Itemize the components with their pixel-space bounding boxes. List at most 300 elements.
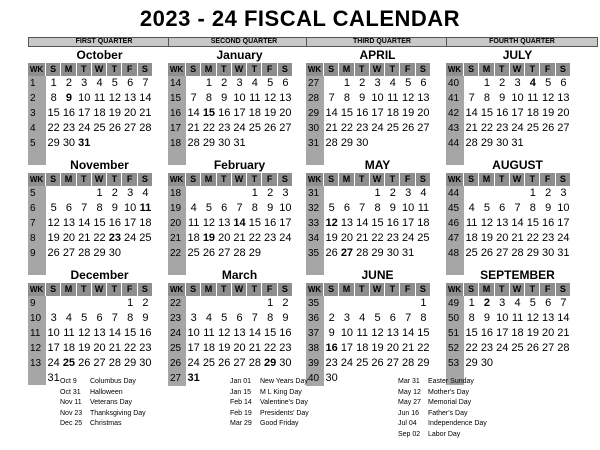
day-cell: 18 xyxy=(93,107,106,119)
day-cell xyxy=(278,246,293,262)
weekday-label: S xyxy=(278,173,293,186)
day-cell: 2 xyxy=(483,297,490,309)
day-cell xyxy=(324,76,339,92)
month-block xyxy=(28,49,153,166)
day-cell: 28 xyxy=(511,247,524,259)
month-name: AUGUST xyxy=(492,158,543,172)
weekday-label: T xyxy=(385,283,400,296)
week-number: 46 xyxy=(446,216,464,232)
weekday-label: F xyxy=(262,173,277,186)
weekday-label: F xyxy=(122,173,137,186)
weekday-label: T xyxy=(77,173,92,186)
week-number: 26 xyxy=(168,356,186,372)
weekday-header xyxy=(446,63,571,76)
day-cell: 18 xyxy=(465,232,478,244)
month-name: SEPTEMBER xyxy=(480,268,555,282)
weekday-header xyxy=(306,63,431,76)
month-name: October xyxy=(76,48,123,62)
day-cell: 9 xyxy=(142,312,149,324)
weekday-label: T xyxy=(495,63,510,76)
day-cell: 22 xyxy=(248,232,261,244)
week-row xyxy=(168,186,293,201)
day-cell xyxy=(464,186,479,202)
week-number: 32 xyxy=(306,201,324,217)
day-cell: 28 xyxy=(233,247,246,259)
day-cell xyxy=(510,356,525,372)
day-cell: 19 xyxy=(78,342,91,354)
day-cell: 8 xyxy=(468,312,475,324)
day-cell: 5 xyxy=(111,77,118,89)
day-cell: 17 xyxy=(496,327,509,339)
weekday-label: T xyxy=(525,173,540,186)
day-cell: 24 xyxy=(233,122,246,134)
weekday-label: M xyxy=(479,283,494,296)
day-cell: 22 xyxy=(202,122,216,134)
day-cell: 16 xyxy=(386,217,399,229)
day-cell: 22 xyxy=(526,232,539,244)
weekday-label: S xyxy=(186,283,201,296)
day-cell: 29 xyxy=(124,357,137,369)
weekday-label: F xyxy=(122,63,137,76)
day-cell: 13 xyxy=(496,217,509,229)
day-cell xyxy=(525,371,540,386)
day-cell xyxy=(232,186,247,202)
day-cell: 16 xyxy=(356,107,369,119)
day-cell: 2 xyxy=(499,77,506,89)
quarter-header: THIRD QUARTER xyxy=(306,37,458,47)
day-cell: 9 xyxy=(65,92,72,104)
weekday-header xyxy=(28,173,153,186)
week-row xyxy=(306,91,431,106)
day-cell: 2 xyxy=(65,77,72,89)
week-number: 48 xyxy=(446,246,464,262)
month-name: February xyxy=(213,158,266,172)
day-cell: 14 xyxy=(248,327,261,339)
week-row xyxy=(28,311,153,326)
weekday-label: M xyxy=(339,173,354,186)
week-header: WK xyxy=(446,63,464,76)
day-cell xyxy=(464,76,479,92)
day-cell: 8 xyxy=(420,312,427,324)
weekday-header xyxy=(28,63,153,76)
week-number: 8 xyxy=(28,231,46,247)
day-cell: 19 xyxy=(47,232,60,244)
holiday-item xyxy=(398,388,487,399)
day-cell: 18 xyxy=(526,107,539,119)
month-block xyxy=(168,269,293,386)
day-cell: 6 xyxy=(389,312,396,324)
weekday-header xyxy=(306,283,431,296)
day-cell: 2 xyxy=(142,297,149,309)
day-cell: 1 xyxy=(127,297,134,309)
day-cell: 10 xyxy=(557,202,570,214)
week-number: 4 xyxy=(28,121,46,137)
week-header: WK xyxy=(446,173,464,186)
day-cell: 14 xyxy=(557,312,570,324)
weekday-label: T xyxy=(107,63,122,76)
day-cell xyxy=(400,136,415,152)
day-cell: 4 xyxy=(190,202,197,214)
week-row xyxy=(306,106,431,121)
day-cell: 12 xyxy=(526,312,539,324)
day-cell: 1 xyxy=(343,77,350,89)
day-cell: 17 xyxy=(47,342,60,354)
weekday-header xyxy=(446,173,571,186)
day-cell: 24 xyxy=(78,122,91,134)
week-header: WK xyxy=(28,283,46,296)
day-cell xyxy=(525,136,540,152)
week-row xyxy=(446,106,571,121)
day-cell: 21 xyxy=(108,342,121,354)
day-cell xyxy=(92,296,107,312)
day-cell: 19 xyxy=(218,342,231,354)
day-cell: 5 xyxy=(221,312,228,324)
day-cell: 25 xyxy=(93,122,106,134)
day-cell: 28 xyxy=(557,342,570,354)
day-cell xyxy=(540,371,555,386)
day-cell xyxy=(232,296,247,312)
holiday-item xyxy=(398,377,487,388)
holiday-item xyxy=(60,419,146,430)
month-name: November xyxy=(70,158,129,172)
day-cell xyxy=(138,136,153,152)
holiday-item xyxy=(60,398,146,409)
day-cell: 13 xyxy=(557,92,570,104)
day-cell xyxy=(262,136,277,152)
weekday-label: F xyxy=(540,283,555,296)
day-cell: 26 xyxy=(78,357,91,369)
weekday-label: T xyxy=(495,283,510,296)
day-cell: 3 xyxy=(50,312,57,324)
week-number xyxy=(28,371,46,386)
holiday-item xyxy=(230,419,309,430)
day-cell: 18 xyxy=(511,327,524,339)
day-cell: 18 xyxy=(187,232,200,244)
day-cell: 20 xyxy=(124,107,137,119)
day-cell: 11 xyxy=(249,92,261,104)
day-cell: 3 xyxy=(81,77,88,89)
weekday-label: M xyxy=(61,283,76,296)
holiday-item xyxy=(230,377,309,388)
day-cell xyxy=(186,186,201,202)
weekday-label: T xyxy=(247,63,262,76)
week-row xyxy=(306,216,431,231)
day-cell xyxy=(77,186,92,202)
day-cell xyxy=(217,296,232,312)
day-cell: 26 xyxy=(218,357,231,369)
day-cell: 5 xyxy=(267,77,274,89)
day-cell: 7 xyxy=(560,297,567,309)
day-cell: 18 xyxy=(356,342,369,354)
day-cell: 16 xyxy=(264,217,277,229)
day-cell: 17 xyxy=(371,107,384,119)
day-cell: 30 xyxy=(386,247,399,259)
week-number: 18 xyxy=(168,186,186,202)
week-row xyxy=(28,216,153,231)
day-cell: 25 xyxy=(187,247,200,259)
day-cell: 14 xyxy=(356,217,369,229)
day-cell: 17 xyxy=(340,342,354,354)
week-number: 18 xyxy=(168,136,186,152)
day-cell: 4 xyxy=(359,312,366,324)
day-cell: 25 xyxy=(62,357,76,369)
day-cell: 4 xyxy=(96,77,103,89)
day-cell: 1 xyxy=(468,297,475,309)
day-cell: 30 xyxy=(279,357,292,369)
week-row xyxy=(28,356,153,371)
day-cell xyxy=(416,246,431,262)
week-number: 47 xyxy=(446,231,464,247)
day-cell: 12 xyxy=(47,217,60,229)
weekday-label: M xyxy=(61,63,76,76)
holiday-name: Independence Day xyxy=(428,420,487,427)
holiday-item xyxy=(60,388,146,399)
holiday-date: Oct 31 xyxy=(60,388,81,396)
day-cell: 11 xyxy=(465,217,478,229)
day-cell: 2 xyxy=(221,77,228,89)
day-cell xyxy=(247,136,262,152)
weekday-label: T xyxy=(247,283,262,296)
week-row xyxy=(306,201,431,216)
week-row xyxy=(28,186,153,201)
week-row xyxy=(28,106,153,121)
weekday-label: W xyxy=(232,63,247,76)
week-number: 35 xyxy=(306,246,324,262)
holiday-date: Feb 19 xyxy=(230,409,252,417)
day-cell: 15 xyxy=(47,107,60,119)
day-cell: 23 xyxy=(279,342,292,354)
week-number: 25 xyxy=(168,341,186,357)
weekday-label: T xyxy=(107,173,122,186)
day-cell: 27 xyxy=(218,247,231,259)
week-row xyxy=(446,201,571,216)
day-cell: 29 xyxy=(417,357,430,369)
day-cell: 29 xyxy=(264,357,277,369)
week-number: 3 xyxy=(28,106,46,122)
day-cell xyxy=(46,186,61,202)
weekday-label: M xyxy=(201,63,216,76)
holiday-name: New Years Day xyxy=(260,378,308,385)
day-cell: 11 xyxy=(187,217,200,229)
day-cell: 29 xyxy=(93,247,106,259)
weekday-label: W xyxy=(232,173,247,186)
week-number: 34 xyxy=(306,231,324,247)
day-cell: 11 xyxy=(387,92,399,104)
holiday-item xyxy=(60,409,146,420)
day-cell: 24 xyxy=(279,232,292,244)
week-row xyxy=(306,121,431,136)
day-cell xyxy=(92,136,107,152)
week-row xyxy=(306,231,431,246)
day-cell: 22 xyxy=(124,342,137,354)
day-cell xyxy=(370,136,385,152)
day-cell: 25 xyxy=(386,122,399,134)
weekday-header xyxy=(168,173,293,186)
week-number: 40 xyxy=(446,76,464,92)
holiday-date: Jun 16 xyxy=(398,409,420,417)
day-cell: 28 xyxy=(78,247,91,259)
week-row xyxy=(168,341,293,356)
day-cell: 4 xyxy=(251,77,258,89)
day-cell: 18 xyxy=(386,107,399,119)
day-cell xyxy=(495,356,510,372)
day-cell: 30 xyxy=(356,137,369,149)
week-number: 17 xyxy=(168,121,186,137)
weekday-label: T xyxy=(525,283,540,296)
week-row xyxy=(306,356,431,371)
day-cell: 30 xyxy=(480,357,494,369)
holiday-item xyxy=(230,398,309,409)
day-cell: 17 xyxy=(187,342,200,354)
weekday-label: F xyxy=(122,283,137,296)
day-cell: 16 xyxy=(62,107,76,119)
holiday-name: Veterans Day xyxy=(90,399,133,406)
week-row xyxy=(168,246,293,261)
holiday-item xyxy=(230,409,309,420)
day-cell: 28 xyxy=(108,357,121,369)
day-cell xyxy=(540,356,555,372)
weekday-label: W xyxy=(370,283,385,296)
day-cell: 7 xyxy=(111,312,118,324)
day-cell: 2 xyxy=(545,187,552,199)
holiday-date: Jan 01 xyxy=(230,378,252,385)
day-cell: 29 xyxy=(371,247,384,259)
day-cell: 2 xyxy=(282,297,289,309)
day-cell: 27 xyxy=(386,357,399,369)
week-row xyxy=(446,311,571,326)
weekday-label: S xyxy=(416,283,431,296)
day-cell: 27 xyxy=(279,122,292,134)
week-number: 23 xyxy=(168,311,186,327)
week-number: 21 xyxy=(168,231,186,247)
day-cell: 8 xyxy=(251,202,258,214)
day-cell: 2 xyxy=(328,312,335,324)
week-number: 20 xyxy=(168,216,186,232)
day-cell: 28 xyxy=(248,357,261,369)
day-cell: 26 xyxy=(108,122,121,134)
day-cell: 28 xyxy=(325,137,338,149)
day-cell: 20 xyxy=(279,107,292,119)
day-cell: 19 xyxy=(108,107,121,119)
week-row xyxy=(28,246,153,261)
day-cell: 26 xyxy=(526,342,539,354)
day-cell: 6 xyxy=(236,312,243,324)
day-cell xyxy=(385,136,400,152)
weekday-label: S xyxy=(324,63,339,76)
holiday-name: Presidents' Day xyxy=(260,409,309,417)
month-name: JULY xyxy=(502,48,533,62)
day-cell: 11 xyxy=(93,92,106,104)
week-number: 27 xyxy=(306,76,324,92)
day-cell: 9 xyxy=(545,202,552,214)
week-number: 53 xyxy=(446,356,464,372)
day-cell: 5 xyxy=(483,202,490,214)
day-cell: 14 xyxy=(187,107,200,119)
day-cell: 8 xyxy=(483,92,490,104)
day-cell: 8 xyxy=(343,92,350,104)
day-cell: 31 xyxy=(511,137,524,149)
week-number: 16 xyxy=(168,106,186,122)
day-cell: 10 xyxy=(187,327,200,339)
day-cell xyxy=(556,356,571,372)
day-cell: 6 xyxy=(545,297,552,309)
month-name: APRIL xyxy=(359,48,396,62)
day-cell xyxy=(339,371,354,387)
day-cell: 16 xyxy=(218,107,231,119)
day-cell: 14 xyxy=(511,217,524,229)
week-row xyxy=(446,186,571,201)
day-cell: 23 xyxy=(386,232,399,244)
day-cell: 1 xyxy=(529,187,536,199)
weekday-label: T xyxy=(385,63,400,76)
day-cell: 15 xyxy=(124,327,137,339)
week-row xyxy=(28,76,153,91)
week-header: WK xyxy=(28,173,46,186)
day-cell: 25 xyxy=(511,342,524,354)
day-cell: 31 xyxy=(187,372,200,384)
holiday-item xyxy=(398,398,487,409)
day-cell: 13 xyxy=(124,92,137,104)
day-cell xyxy=(355,371,370,387)
weekday-label: W xyxy=(370,173,385,186)
holiday-date: Dec 25 xyxy=(60,420,83,427)
day-cell: 16 xyxy=(108,217,121,229)
month-name: January xyxy=(216,48,263,62)
day-cell: 21 xyxy=(511,232,524,244)
weekday-label: M xyxy=(61,173,76,186)
day-cell xyxy=(186,76,201,92)
holiday-item xyxy=(398,409,487,420)
day-cell: 8 xyxy=(374,202,381,214)
holiday-name: Memorial Day xyxy=(428,399,472,406)
day-cell: 27 xyxy=(124,122,137,134)
day-cell: 20 xyxy=(340,232,354,244)
day-cell: 10 xyxy=(402,202,415,214)
day-cell: 24 xyxy=(496,342,509,354)
day-cell: 10 xyxy=(279,202,292,214)
day-cell: 3 xyxy=(405,187,412,199)
holiday-name: Columbus Day xyxy=(90,378,136,385)
holiday-date: May 12 xyxy=(398,388,421,396)
month-block xyxy=(306,159,431,276)
day-cell: 10 xyxy=(511,92,524,104)
week-row xyxy=(28,296,153,311)
holiday-name: Mother's Day xyxy=(428,388,470,396)
holiday-item xyxy=(398,419,487,430)
day-cell: 18 xyxy=(202,342,216,354)
week-row xyxy=(168,231,293,246)
day-cell: 8 xyxy=(205,92,212,104)
month-block xyxy=(446,159,571,276)
weekday-label: S xyxy=(186,63,201,76)
day-cell: 7 xyxy=(328,92,335,104)
week-number: 40 xyxy=(306,371,324,387)
day-cell xyxy=(556,136,571,152)
day-cell: 22 xyxy=(47,122,60,134)
weekday-label: S xyxy=(324,173,339,186)
weekday-label: M xyxy=(201,283,216,296)
day-cell: 15 xyxy=(371,217,384,229)
day-cell: 30 xyxy=(139,357,152,369)
day-cell: 26 xyxy=(47,247,60,259)
day-cell: 22 xyxy=(264,342,277,354)
weekday-label: S xyxy=(46,63,61,76)
day-cell: 28 xyxy=(187,137,200,149)
day-cell: 29 xyxy=(526,247,539,259)
weekday-label: M xyxy=(479,63,494,76)
day-cell: 4 xyxy=(514,297,521,309)
day-cell xyxy=(186,296,201,312)
